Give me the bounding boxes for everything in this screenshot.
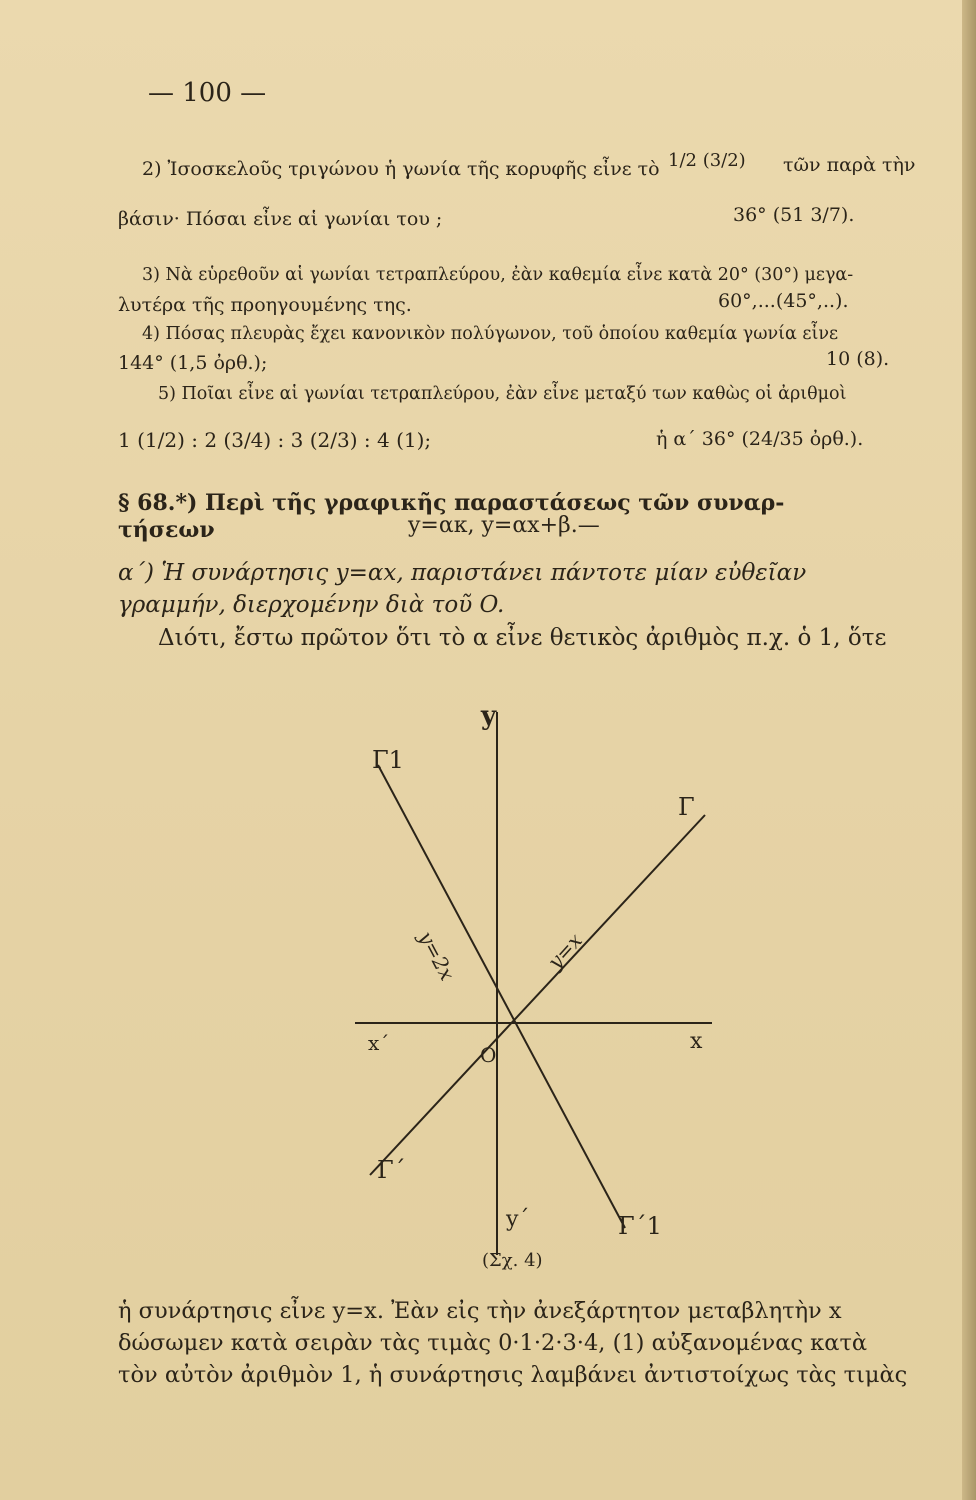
line-y-eq-2x bbox=[378, 765, 625, 1228]
page-number: — 100 — bbox=[148, 78, 267, 108]
exercise-3-line-1: 3) Νὰ εὑρεθοῦν αἱ γωνίαι τετραπλεύρου, ἐὰν καθεμία εἶνε κατὰ 20° (30°) μεγα- bbox=[142, 265, 854, 285]
exercise-2-line-1: 2) Ἰσοσκελοῦς τριγώνου ἡ γωνία τῆς κορυφῆς εἶνε τὸ bbox=[142, 158, 660, 180]
exercise-2-fraction: 1/2 (3/2) bbox=[668, 150, 746, 171]
y-axis-label: y bbox=[481, 701, 497, 731]
g1-prime-label: Γ΄1 bbox=[618, 1212, 662, 1240]
line-y-eq-x bbox=[370, 815, 705, 1175]
label-y-eq-x: y=x bbox=[542, 928, 587, 974]
exercise-4-line-2: 144° (1,5 ὀρθ.); bbox=[118, 352, 268, 374]
section-formulas: y=ακ, y=αx+β.— bbox=[408, 513, 600, 538]
closing-line-1: ἡ συνάρτησις εἶνε y=x. Ἐὰν εἰς τὴν ἀνεξάρτητον μεταβλητὴν x bbox=[118, 1298, 842, 1324]
x-prime-axis-label: x΄ bbox=[368, 1031, 390, 1055]
exercise-4-line-1: 4) Πόσας πλευρὰς ἔχει κανονικὸν πολύγωνον, τοῦ ὁποίου καθεμία γωνία εἶνε bbox=[142, 324, 839, 344]
closing-line-2: δώσωμεν κατὰ σειρὰν τὰς τιμὰς 0·1·2·3·4, (1) αὐξανομένας κατὰ bbox=[118, 1330, 868, 1356]
exercise-2-answer: 36° (51 3/7). bbox=[733, 204, 855, 226]
exercise-2-line-2: βάσιν· Πόσαι εἶνε αἱ γωνίαι του ; bbox=[118, 208, 443, 230]
g-prime-label: Γ΄ bbox=[377, 1156, 406, 1184]
exercise-5-ratios: 1 (1/2) : 2 (3/4) : 3 (2/3) : 4 (1); bbox=[118, 428, 432, 452]
exercise-5-answer: ἡ α΄ 36° (24/35 ὀρθ.). bbox=[656, 428, 864, 450]
paragraph-a-line-2: γραμμήν, διερχομένην διὰ τοῦ O. bbox=[118, 592, 505, 618]
exercise-3-answer: 60°,...(45°,..). bbox=[718, 290, 849, 312]
paragraph-b-line: Διότι, ἔστω πρῶτον ὅτι τὸ α εἶνε θετικὸς ἀριθμὸς π.χ. ὁ 1, ὅτε bbox=[158, 625, 887, 651]
figure-caption: (Σχ. 4) bbox=[482, 1250, 543, 1271]
x-axis-label: x bbox=[690, 1029, 703, 1054]
exercise-2-line-1-end: τῶν παρὰ τὴν bbox=[783, 154, 916, 176]
exercise-4-answer: 10 (8). bbox=[826, 348, 890, 370]
paragraph-a-line-1: α΄) Ἡ συνάρτησις y=αx, παριστάνει πάντοτε μίαν εὐθεῖαν bbox=[118, 560, 807, 586]
exercise-3-line-2: λυτέρα τῆς προηγουμένης της. bbox=[118, 294, 412, 316]
g-label: Γ bbox=[678, 793, 695, 821]
label-y-eq-2x: y=2x bbox=[413, 927, 460, 985]
closing-line-3: τὸν αὐτὸν ἀριθμὸν 1, ἡ συνάρτησις λαμβάνει ἀντιστοίχως τὰς τιμὰς bbox=[118, 1362, 908, 1388]
exercise-5-line-1: 5) Ποῖαι εἶνε αἱ γωνίαι τετραπλεύρου, ἐὰν εἶνε μεταξύ των καθὼς οἱ ἀριθμοὶ bbox=[158, 384, 847, 404]
y-prime-axis-label: y΄ bbox=[506, 1207, 530, 1232]
section-heading: § 68.*) Περὶ τῆς γραφικῆς παραστάσεως τῶν συναρ- bbox=[118, 490, 785, 516]
origin-label: O bbox=[480, 1043, 497, 1067]
section-heading-2: τήσεων bbox=[118, 517, 215, 543]
g1-label: Γ1 bbox=[372, 746, 404, 774]
